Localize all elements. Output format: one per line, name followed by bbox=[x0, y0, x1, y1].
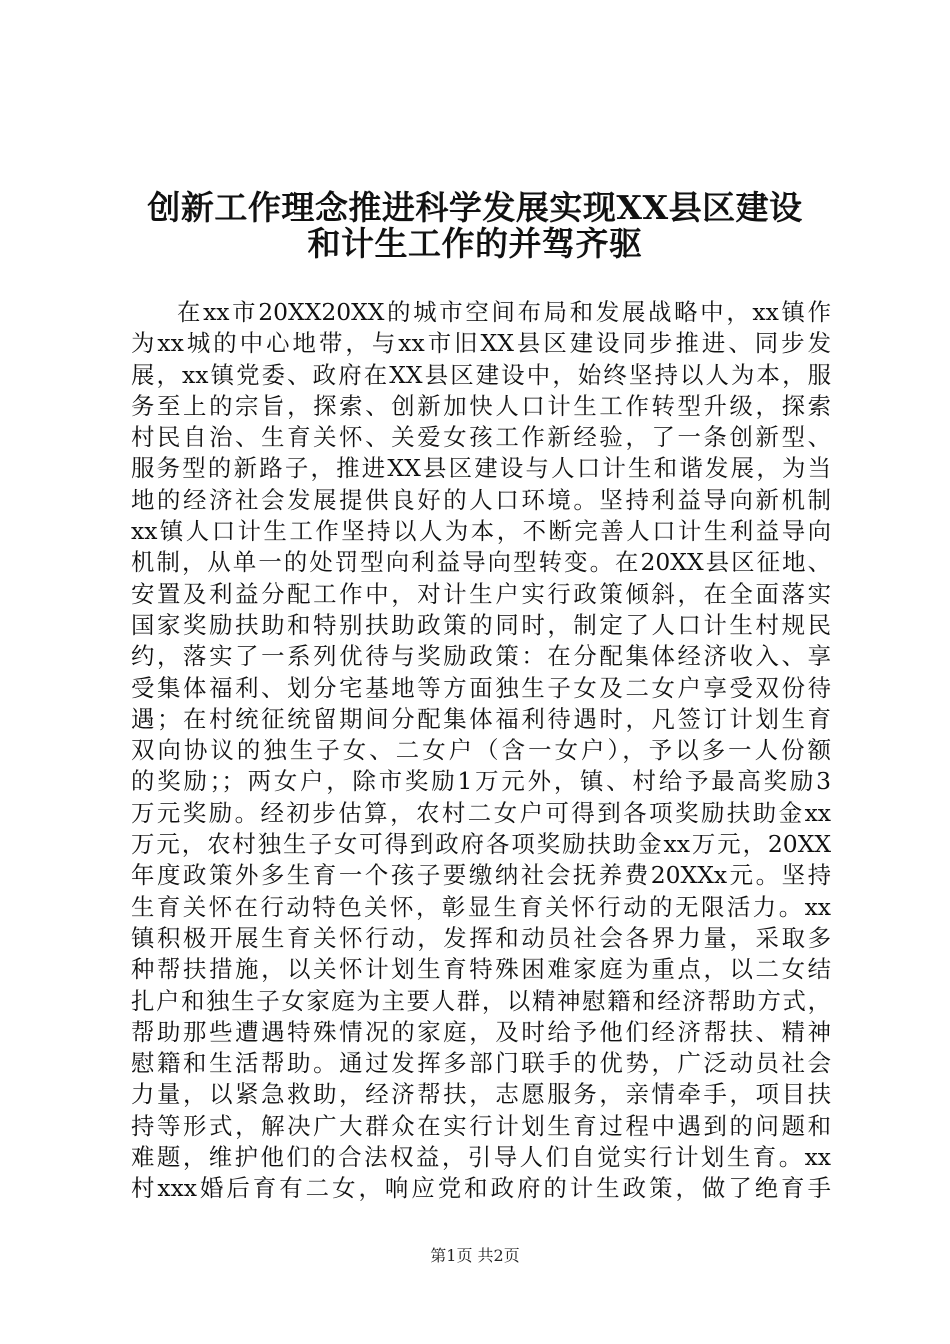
body-line: xx镇人口计生工作坚持以人为本，不断完善人口计生利益导向 bbox=[131, 517, 831, 546]
body-line: 村xxx婚后育有二女，响应党和政府的计生政策，做了绝育手 bbox=[131, 1174, 831, 1203]
body-line: 年度政策外多生育一个孩子要缴纳社会抚养费20XXx元。坚持 bbox=[131, 861, 831, 890]
body-line: 务至上的宗旨，探索、创新加快人口计生工作转型升级，探索 bbox=[131, 391, 831, 420]
body-line: 机制，从单一的处罚型向利益导向型转变。在20XX县区征地、 bbox=[131, 548, 831, 577]
body-line: 遇；在村统征统留期间分配集体福利待遇时，凡签订计划生育 bbox=[131, 704, 831, 733]
body-line: 的奖励；；两女户，除市奖励1万元外，镇、村给予最高奖励3 bbox=[131, 767, 831, 796]
body-line: 万元奖励。经初步估算，农村二女户可得到各项奖励扶助金xx bbox=[131, 798, 831, 827]
body-line: 万元，农村独生子女可得到政府各项奖励扶助金xx万元，20XX bbox=[131, 830, 831, 859]
body-line: 双向协议的独生子女、二女户（含一女户），予以多一人份额 bbox=[131, 736, 831, 765]
document-title-line-2: 和计生工作的并驾齐驱 bbox=[307, 224, 643, 263]
document-title-line-1: 创新工作理念推进科学发展实现XX县区建设 bbox=[147, 188, 803, 227]
body-line: 难题，维护他们的合法权益，引导人们自觉实行计划生育。xx bbox=[131, 1143, 831, 1172]
body-line: 为xx城的中心地带，与xx市旧XX县区建设同步推进、同步发 bbox=[131, 329, 831, 358]
body-line: 受集体福利、划分宅基地等方面独生子女及二女户享受双份待 bbox=[131, 673, 831, 702]
body-line: 服务型的新路子，推进XX县区建设与人口计生和谐发展，为当 bbox=[131, 454, 831, 483]
body-line: 镇积极开展生育关怀行动，发挥和动员社会各界力量，采取多 bbox=[131, 923, 831, 952]
page-footer: 第1页 共2页 bbox=[430, 1246, 520, 1265]
body-line: 持等形式，解决广大群众在实行计划生育过程中遇到的问题和 bbox=[131, 1111, 831, 1140]
body-line: 地的经济社会发展提供良好的人口环境。坚持利益导向新机制 bbox=[131, 485, 831, 514]
document-body bbox=[131, 297, 831, 1205]
body-line: 生育关怀在行动特色关怀，彰显生育关怀行动的无限活力。xx bbox=[131, 892, 831, 921]
body-line: 村民自治、生育关怀、关爱女孩工作新经验，了一条创新型、 bbox=[131, 423, 831, 452]
body-line: 力量，以紧急救助，经济帮扶，志愿服务，亲情牵手，项目扶 bbox=[131, 1080, 831, 1109]
body-line: 种帮扶措施，以关怀计划生育特殊困难家庭为重点，以二女结 bbox=[131, 955, 831, 984]
body-line: 展，xx镇党委、政府在XX县区建设中，始终坚持以人为本，服 bbox=[131, 360, 831, 389]
body-line: 安置及利益分配工作中，对计生户实行政策倾斜，在全面落实 bbox=[131, 579, 831, 608]
body-line: 在xx市20XX20XX的城市空间布局和发展战略中，xx镇作 bbox=[177, 298, 831, 326]
body-line: 约，落实了一系列优待与奖励政策：在分配集体经济收入、享 bbox=[131, 642, 831, 671]
body-line: 扎户和独生子女家庭为主要人群，以精神慰籍和经济帮助方式， bbox=[131, 986, 831, 1015]
body-line: 慰籍和生活帮助。通过发挥多部门联手的优势，广泛动员社会 bbox=[131, 1049, 831, 1078]
body-line: 国家奖励扶助和特别扶助政策的同时，制定了人口计生村规民 bbox=[131, 610, 831, 639]
body-line: 帮助那些遭遇特殊情况的家庭，及时给予他们经济帮扶、精神 bbox=[131, 1017, 831, 1046]
